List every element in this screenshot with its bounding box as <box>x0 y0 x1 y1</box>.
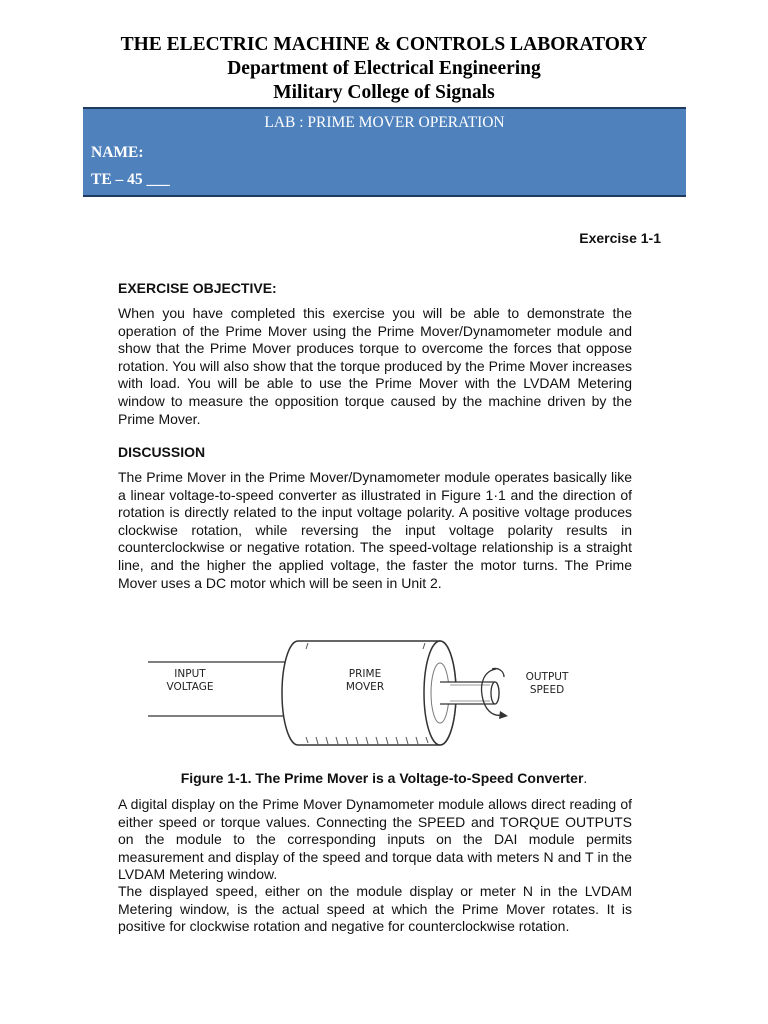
body-label-2: MOVER <box>345 681 385 693</box>
lab-title-bar <box>83 107 686 138</box>
figure-caption-end: . <box>583 770 588 786</box>
name-label: NAME: <box>91 144 144 161</box>
discussion-heading: DISCUSSION <box>118 444 206 460</box>
lab-name-heading: THE ELECTRIC MACHINE & CONTROLS LABORATORY <box>120 34 648 55</box>
department-heading: Department of Electrical Engineering <box>227 58 541 79</box>
prime-mover-figure <box>140 625 600 765</box>
student-info-bar <box>83 137 686 197</box>
class-label: TE – 45 ___ <box>91 171 170 188</box>
college-heading: Military College of Signals <box>273 82 495 103</box>
discussion-text: The Prime Mover in the Prime Mover/Dynamometer module operates basically like a linear voltage-to-speed converter as illustrated in Figure 1·1 and the direction of rotation is directly related to the input voltage polarity. A positive voltage produces clockwise rotation, while reversing the input voltage polarity results in counterclockwise or negative rotation. The speed-voltage relationship is a straight line, and the higher the applied voltage, the faster the motor turns. The Prime Mover uses a DC motor which will be seen in Unit 2. <box>118 469 632 591</box>
input-label-1: INPUT <box>174 668 206 680</box>
display-text-2: The displayed speed, either on the module display or meter N in the LVDAM Metering window, is the actual speed at which the Prime Mover rotates. It is positive for clockwise rotation and negative for counterclockwise rotation. <box>118 883 632 935</box>
body-label-1: PRIME <box>348 668 382 680</box>
figure-caption <box>0 770 768 786</box>
exercise-label: Exercise 1-1 <box>579 230 661 246</box>
input-label-2: VOLTAGE <box>166 681 214 693</box>
objective-heading: EXERCISE OBJECTIVE: <box>118 280 277 296</box>
figure-caption-bold: Figure 1-1. The Prime Mover is a Voltage-to-Speed Converter <box>180 770 584 786</box>
output-label-2: SPEED <box>529 684 565 696</box>
output-label-1: OUTPUT <box>525 671 569 683</box>
display-text-1: A digital display on the Prime Mover Dynamometer module allows direct reading of either speed or torque values. Connecting the SPEED and TORQUE OUTPUTS on the module to the corresponding inputs on the DAI module permits measurement and display of the speed and torque data with meters N and T in the LVDAM Metering window. <box>118 796 632 883</box>
lab-title: LAB : PRIME MOVER OPERATION <box>264 114 505 131</box>
objective-text: When you have completed this exercise you will be able to demonstrate the operation of the Prime Mover using the Prime Mover/Dynamometer module and show that the Prime Mover produces torque to overcome the forces that oppose rotation. You will also show that the torque produced by the Prime Mover increases with load. You will be able to use the Prime Mover with the LVDAM Metering window to measure the opposition torque caused by the machine driven by the Prime Mover. <box>118 305 632 427</box>
